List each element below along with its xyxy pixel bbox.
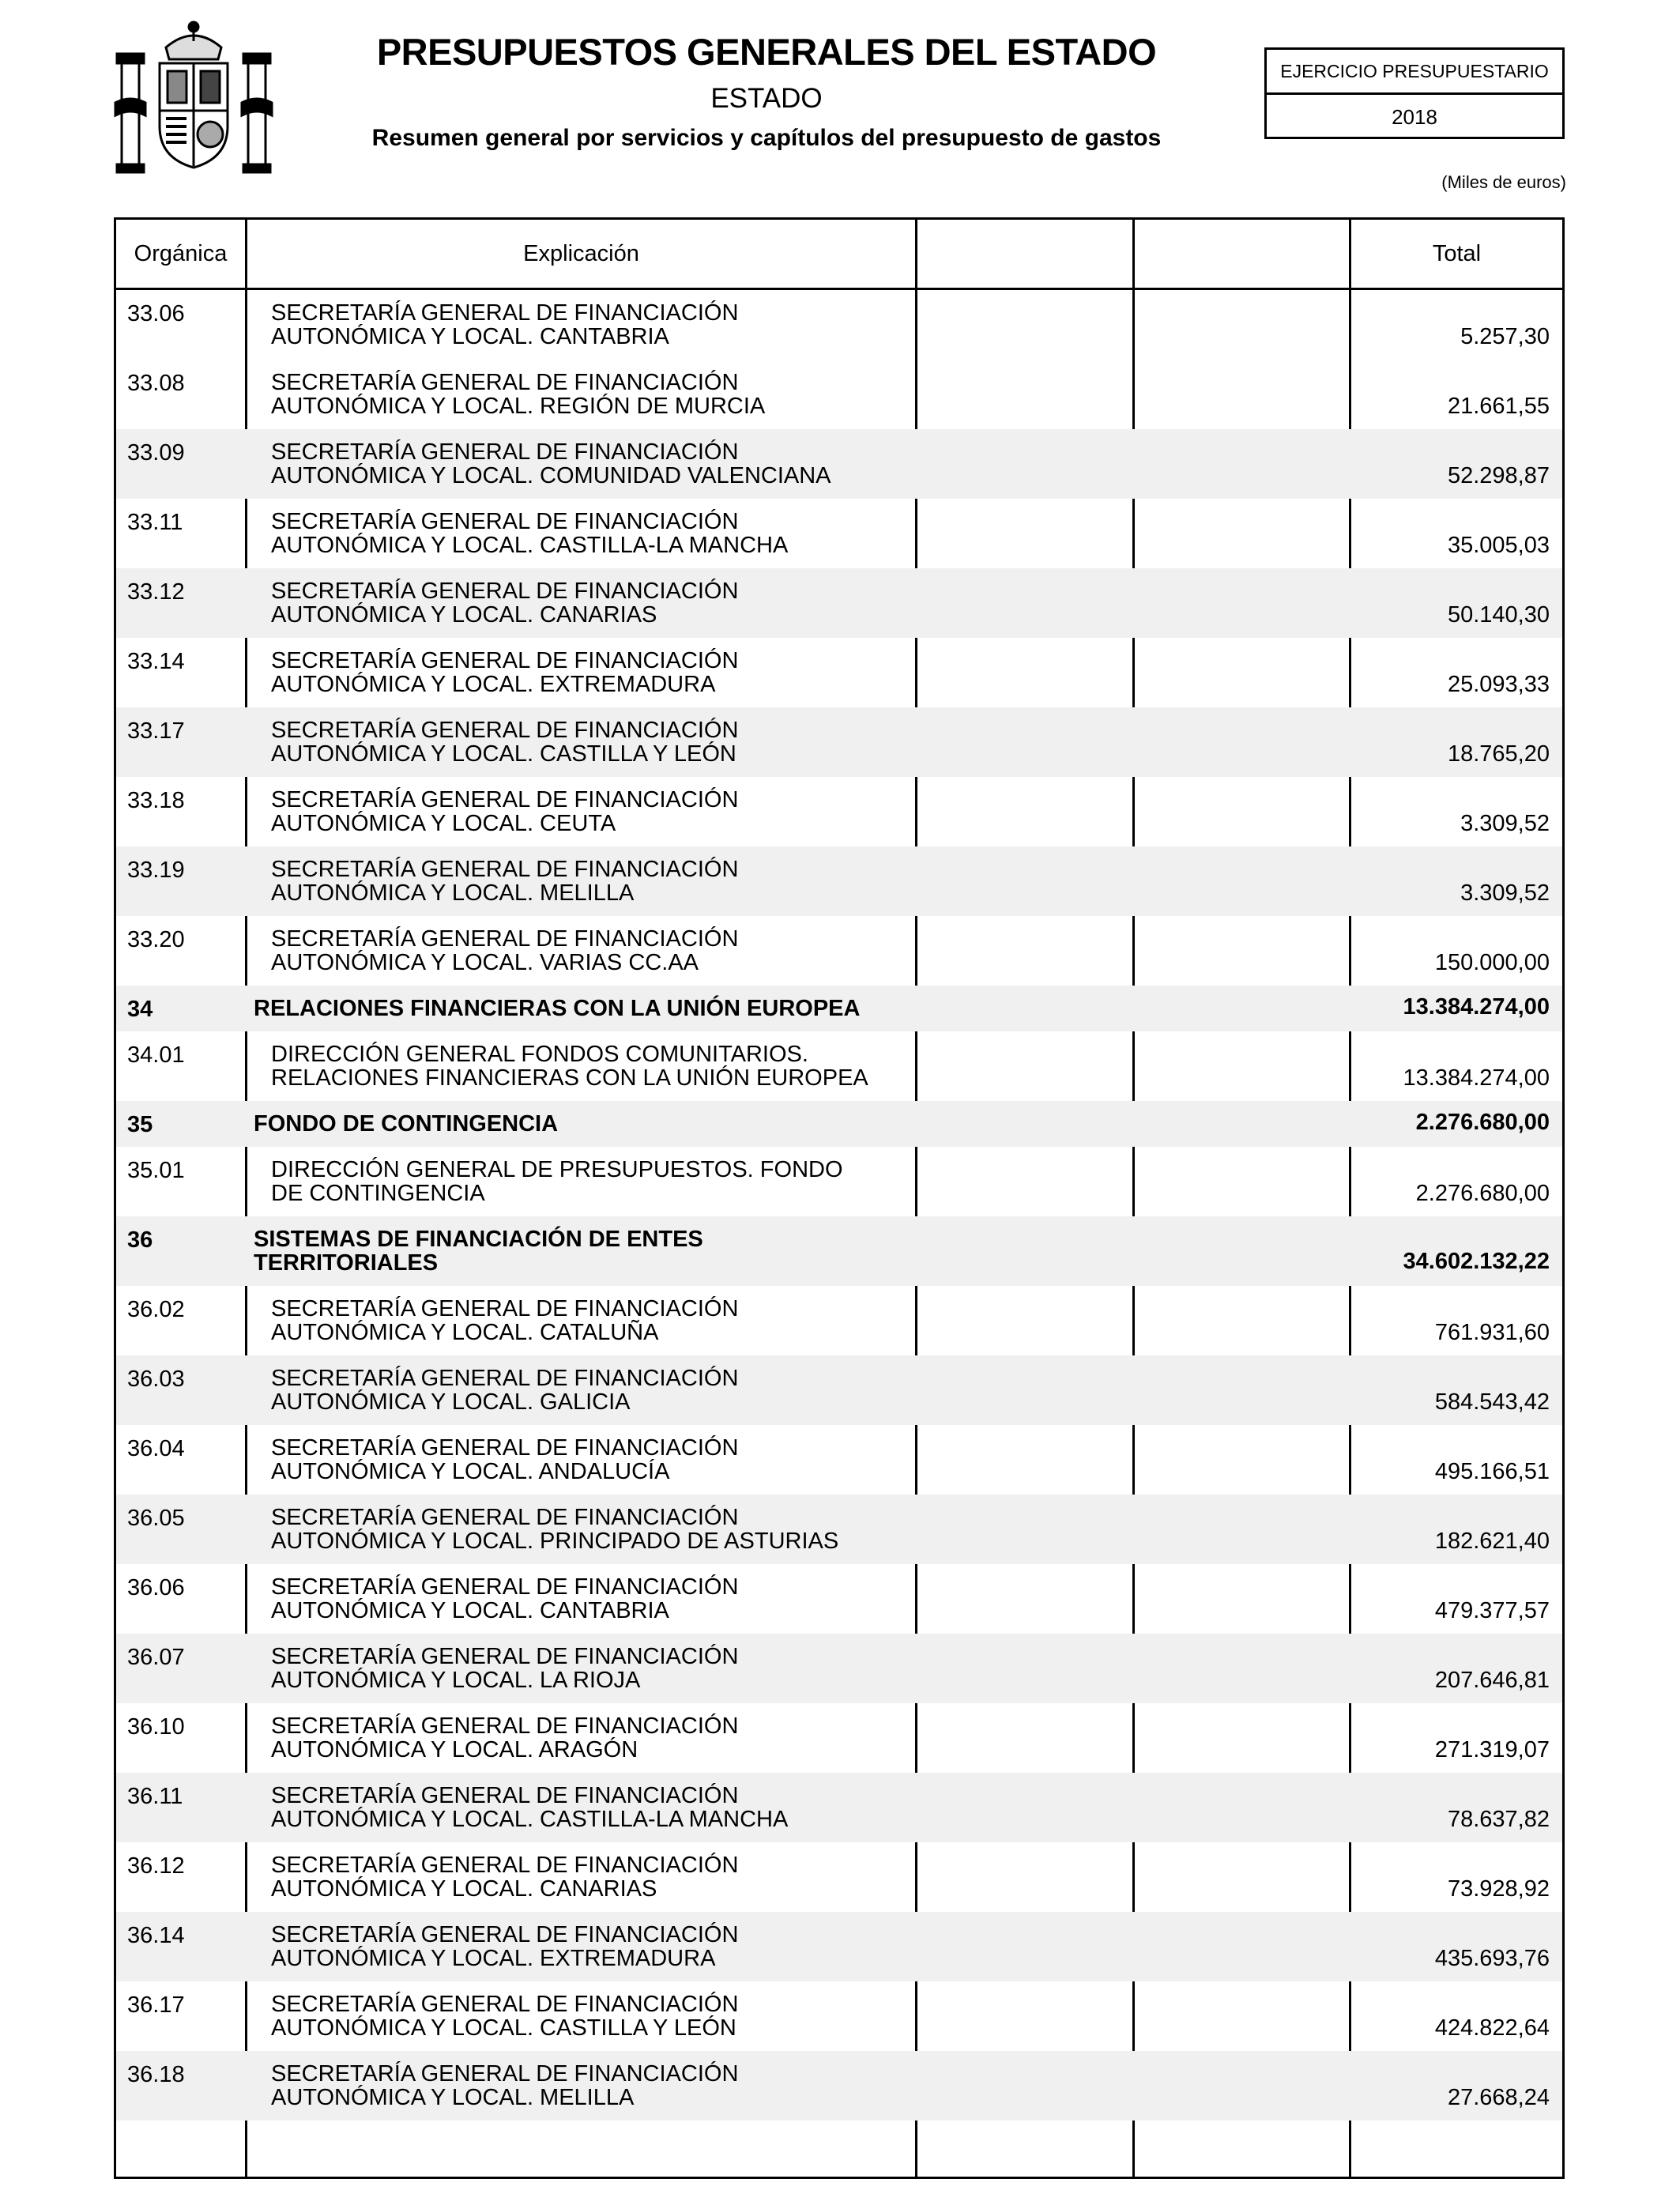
explicacion-line-2: AUTONÓMICA Y LOCAL. EXTREMADURA xyxy=(271,1946,716,1971)
explicacion-line-2: AUTONÓMICA Y LOCAL. GALICIA xyxy=(271,1389,631,1415)
table-header xyxy=(116,220,1562,290)
explicacion-line-1: SECRETARÍA GENERAL DE FINANCIACIÓN xyxy=(271,1505,739,1530)
explicacion-line-2: AUTONÓMICA Y LOCAL. EXTREMADURA xyxy=(271,672,716,697)
chapter-row xyxy=(116,1101,1562,1147)
explicacion-text xyxy=(254,997,860,1020)
explicacion-line-2: AUTONÓMICA Y LOCAL. CANTABRIA xyxy=(271,1598,669,1623)
chapter-row xyxy=(116,986,1562,1031)
explicacion-text xyxy=(271,440,831,488)
total-value: 5.257,30 xyxy=(1460,324,1550,349)
table-row xyxy=(116,916,1562,986)
explicacion-line-1: SECRETARÍA GENERAL DE FINANCIACIÓN xyxy=(271,1644,739,1669)
explicacion-text xyxy=(254,1112,558,1136)
explicacion-text xyxy=(271,510,788,557)
explicacion-text xyxy=(271,1714,738,1762)
explicacion-text xyxy=(271,788,738,835)
total-value: 495.166,51 xyxy=(1434,1459,1550,1484)
total-value: 271.319,07 xyxy=(1434,1737,1550,1762)
table-row xyxy=(116,1031,1562,1101)
explicacion-line-1: SECRETARÍA GENERAL DE FINANCIACIÓN xyxy=(271,1366,739,1391)
column-header-4 xyxy=(1135,220,1349,288)
budget-table xyxy=(114,217,1565,2179)
explicacion-line-2: AUTONÓMICA Y LOCAL. CANARIAS xyxy=(271,602,657,628)
explicacion-line-2: AUTONÓMICA Y LOCAL. PRINCIPADO DE ASTURIAS xyxy=(271,1529,839,1554)
organica-code: 33.11 xyxy=(127,510,183,535)
ejercicio-box xyxy=(1264,47,1565,139)
explicacion-line-1: SECRETARÍA GENERAL DE FINANCIACIÓN xyxy=(271,439,739,465)
total-value: 761.931,60 xyxy=(1434,1320,1550,1345)
organica-code: 33.18 xyxy=(127,788,185,813)
explicacion-text xyxy=(271,1992,738,2040)
explicacion-text xyxy=(271,1784,788,1831)
organica-code: 36.03 xyxy=(127,1367,185,1392)
explicacion-text xyxy=(271,301,738,349)
total-value: 2.276.680,00 xyxy=(1415,1181,1550,1206)
organica-code: 36.14 xyxy=(127,1923,185,1948)
total-value: 18.765,20 xyxy=(1447,741,1550,767)
total-value: 13.384.274,00 xyxy=(1403,994,1550,1020)
organica-code: 36.07 xyxy=(127,1645,185,1670)
explicacion-line-2: AUTONÓMICA Y LOCAL. REGIÓN DE MURCIA xyxy=(271,394,766,419)
organica-code: 36.10 xyxy=(127,1714,185,1740)
explicacion-line-1: SECRETARÍA GENERAL DE FINANCIACIÓN xyxy=(271,718,739,743)
document-subtitle: ESTADO xyxy=(710,83,823,114)
table-row xyxy=(116,1634,1562,1703)
units-note: (Miles de euros) xyxy=(1441,172,1566,192)
explicacion-line-1: SECRETARÍA GENERAL DE FINANCIACIÓN xyxy=(271,857,739,882)
explicacion-text xyxy=(271,2062,738,2109)
explicacion-line-1: SECRETARÍA GENERAL DE FINANCIACIÓN xyxy=(271,509,739,534)
explicacion-text xyxy=(254,1227,703,1275)
explicacion-line-1: SECRETARÍA GENERAL DE FINANCIACIÓN xyxy=(271,1783,739,1808)
total-value: 34.602.132,22 xyxy=(1403,1249,1550,1274)
document-title: PRESUPUESTOS GENERALES DEL ESTADO xyxy=(376,31,1157,73)
explicacion-line-1: SECRETARÍA GENERAL DE FINANCIACIÓN xyxy=(271,1713,739,1739)
total-value: 25.093,33 xyxy=(1447,672,1550,697)
table-row xyxy=(116,429,1562,499)
explicacion-line-2: AUTONÓMICA Y LOCAL. ANDALUCÍA xyxy=(271,1459,670,1484)
table-row xyxy=(116,290,1562,360)
document-header xyxy=(316,30,1217,153)
total-value: 584.543,42 xyxy=(1434,1389,1550,1415)
total-value: 78.637,82 xyxy=(1447,1807,1550,1832)
explicacion-line-1: SECRETARÍA GENERAL DE FINANCIACIÓN xyxy=(271,300,739,326)
explicacion-line-1: SECRETARÍA GENERAL DE FINANCIACIÓN xyxy=(271,1853,739,1878)
organica-code: 36.04 xyxy=(127,1436,185,1461)
explicacion-line-1: SECRETARÍA GENERAL DE FINANCIACIÓN xyxy=(271,1435,739,1461)
explicacion-text xyxy=(271,579,738,627)
total-value: 73.928,92 xyxy=(1447,1876,1550,1902)
explicacion-line-2: AUTONÓMICA Y LOCAL. CEUTA xyxy=(271,811,616,836)
table-row xyxy=(116,568,1562,638)
document-description: Resumen general por servicios y capítulos del presupuesto de gastos xyxy=(371,125,1162,151)
organica-code: 36.11 xyxy=(127,1784,183,1809)
total-value: 13.384.274,00 xyxy=(1403,1065,1550,1091)
explicacion-text xyxy=(271,927,738,974)
explicacion-text xyxy=(271,1506,838,1553)
chapter-row xyxy=(116,1216,1562,1286)
table-row xyxy=(116,1981,1562,2051)
total-value: 35.005,03 xyxy=(1447,533,1550,558)
column-header-explicacion: Explicación xyxy=(523,241,639,266)
coat-of-arms-logo xyxy=(111,16,277,178)
table-row xyxy=(116,360,1562,429)
table-row xyxy=(116,1355,1562,1425)
explicacion-line-2: AUTONÓMICA Y LOCAL. MELILLA xyxy=(271,2085,635,2110)
total-value: 50.140,30 xyxy=(1447,602,1550,628)
explicacion-text xyxy=(271,1158,843,1205)
organica-code: 33.14 xyxy=(127,649,185,674)
explicacion-text xyxy=(271,858,738,905)
explicacion-text xyxy=(271,371,765,418)
organica-code: 34.01 xyxy=(127,1042,185,1068)
explicacion-line-1: SECRETARÍA GENERAL DE FINANCIACIÓN xyxy=(271,579,739,604)
organica-code: 36 xyxy=(127,1227,153,1253)
table-row xyxy=(116,777,1562,846)
table-row xyxy=(116,499,1562,568)
explicacion-line-2: RELACIONES FINANCIERAS CON LA UNIÓN EUROPEA xyxy=(271,1065,868,1091)
organica-code: 36.12 xyxy=(127,1853,185,1879)
organica-code: 33.12 xyxy=(127,579,185,605)
explicacion-line-2: AUTONÓMICA Y LOCAL. CASTILLA-LA MANCHA xyxy=(271,1807,789,1832)
total-value: 52.298,87 xyxy=(1447,463,1550,488)
total-value: 435.693,76 xyxy=(1434,1946,1550,1971)
table-row xyxy=(116,1286,1562,1355)
table-row xyxy=(116,1842,1562,1912)
explicacion-line-2: AUTONÓMICA Y LOCAL. ARAGÓN xyxy=(271,1737,638,1762)
total-value: 21.661,55 xyxy=(1447,394,1550,419)
organica-code: 33.08 xyxy=(127,371,185,396)
explicacion-text xyxy=(271,1042,868,1090)
total-value: 3.309,52 xyxy=(1460,880,1550,906)
total-value: 150.000,00 xyxy=(1434,950,1550,975)
column-header-3 xyxy=(917,220,1132,288)
table-row xyxy=(116,1495,1562,1564)
organica-code: 36.06 xyxy=(127,1575,185,1600)
organica-code: 33.17 xyxy=(127,718,185,744)
explicacion-line-1: SECRETARÍA GENERAL DE FINANCIACIÓN xyxy=(271,926,739,952)
explicacion-line-2: AUTONÓMICA Y LOCAL. CANARIAS xyxy=(271,1876,657,1902)
organica-code: 33.19 xyxy=(127,858,185,883)
organica-code: 36.18 xyxy=(127,2062,185,2087)
organica-code: 35 xyxy=(127,1112,153,1137)
table-row xyxy=(116,1425,1562,1495)
explicacion-line-1: SECRETARÍA GENERAL DE FINANCIACIÓN xyxy=(271,1992,739,2017)
table-body xyxy=(116,290,1562,2120)
explicacion-text xyxy=(271,649,738,696)
table-row xyxy=(116,2051,1562,2120)
table-row xyxy=(116,1912,1562,1981)
explicacion-line-1: SECRETARÍA GENERAL DE FINANCIACIÓN xyxy=(271,787,739,812)
column-header-total: Total xyxy=(1432,241,1482,266)
organica-code: 33.09 xyxy=(127,440,185,466)
explicacion-line-2: AUTONÓMICA Y LOCAL. CASTILLA-LA MANCHA xyxy=(271,533,789,558)
total-value: 3.309,52 xyxy=(1460,811,1550,836)
explicacion-text xyxy=(271,1853,738,1901)
total-value: 2.276.680,00 xyxy=(1415,1110,1550,1135)
explicacion-line-2: AUTONÓMICA Y LOCAL. LA RIOJA xyxy=(271,1668,641,1693)
organica-code: 35.01 xyxy=(127,1158,185,1183)
explicacion-line-2: AUTONÓMICA Y LOCAL. MELILLA xyxy=(271,880,635,906)
explicacion-text xyxy=(271,1367,738,1414)
table-row xyxy=(116,638,1562,707)
explicacion-line-1: SECRETARÍA GENERAL DE FINANCIACIÓN xyxy=(271,648,739,673)
explicacion-line-1: SECRETARÍA GENERAL DE FINANCIACIÓN xyxy=(271,1922,739,1947)
organica-code: 33.06 xyxy=(127,301,185,326)
explicacion-line-1: SECRETARÍA GENERAL DE FINANCIACIÓN xyxy=(271,1296,739,1321)
explicacion-line-2: TERRITORIALES xyxy=(254,1250,439,1276)
explicacion-text xyxy=(271,1575,738,1623)
total-value: 479.377,57 xyxy=(1434,1598,1550,1623)
explicacion-line-2: DE CONTINGENCIA xyxy=(271,1181,485,1206)
explicacion-line-2: AUTONÓMICA Y LOCAL. CATALUÑA xyxy=(271,1320,659,1345)
organica-code: 36.17 xyxy=(127,1992,185,2018)
total-value: 27.668,24 xyxy=(1447,2085,1550,2110)
explicacion-text xyxy=(271,1297,738,1344)
table-row xyxy=(116,846,1562,916)
explicacion-line-1: SECRETARÍA GENERAL DE FINANCIACIÓN xyxy=(271,2061,739,2087)
column-header-organica: Orgánica xyxy=(134,241,228,266)
explicacion-line-1: DIRECCIÓN GENERAL DE PRESUPUESTOS. FONDO xyxy=(271,1157,843,1182)
total-value: 182.621,40 xyxy=(1434,1529,1550,1554)
table-row xyxy=(116,1564,1562,1634)
table-row xyxy=(116,1147,1562,1216)
ejercicio-year: 2018 xyxy=(1392,105,1437,129)
explicacion-line-1: FONDO DE CONTINGENCIA xyxy=(254,1111,559,1137)
explicacion-text xyxy=(271,1436,738,1483)
organica-code: 36.02 xyxy=(127,1297,185,1322)
table-row xyxy=(116,1703,1562,1773)
explicacion-line-2: AUTONÓMICA Y LOCAL. CASTILLA Y LEÓN xyxy=(271,741,736,767)
explicacion-text xyxy=(271,718,738,766)
explicacion-text xyxy=(271,1645,738,1692)
explicacion-line-1: DIRECCIÓN GENERAL FONDOS COMUNITARIOS. xyxy=(271,1042,808,1067)
organica-code: 33.20 xyxy=(127,927,185,952)
explicacion-line-1: SECRETARÍA GENERAL DE FINANCIACIÓN xyxy=(271,1574,739,1600)
explicacion-line-1: RELACIONES FINANCIERAS CON LA UNIÓN EUROPEA xyxy=(254,996,861,1021)
explicacion-line-1: SISTEMAS DE FINANCIACIÓN DE ENTES xyxy=(254,1227,703,1252)
organica-code: 36.05 xyxy=(127,1506,185,1531)
explicacion-text xyxy=(271,1923,738,1970)
explicacion-line-2: AUTONÓMICA Y LOCAL. COMUNIDAD VALENCIANA xyxy=(271,463,831,488)
explicacion-line-2: AUTONÓMICA Y LOCAL. CANTABRIA xyxy=(271,324,669,349)
explicacion-line-2: AUTONÓMICA Y LOCAL. CASTILLA Y LEÓN xyxy=(271,2015,736,2041)
explicacion-line-2: AUTONÓMICA Y LOCAL. VARIAS CC.AA xyxy=(271,950,699,975)
ejercicio-label: EJERCICIO PRESUPUESTARIO xyxy=(1267,50,1562,95)
table-row xyxy=(116,707,1562,777)
total-value: 207.646,81 xyxy=(1434,1668,1550,1693)
table-row xyxy=(116,1773,1562,1842)
organica-code: 34 xyxy=(127,997,153,1022)
explicacion-line-1: SECRETARÍA GENERAL DE FINANCIACIÓN xyxy=(271,370,739,395)
total-value: 424.822,64 xyxy=(1434,2015,1550,2041)
